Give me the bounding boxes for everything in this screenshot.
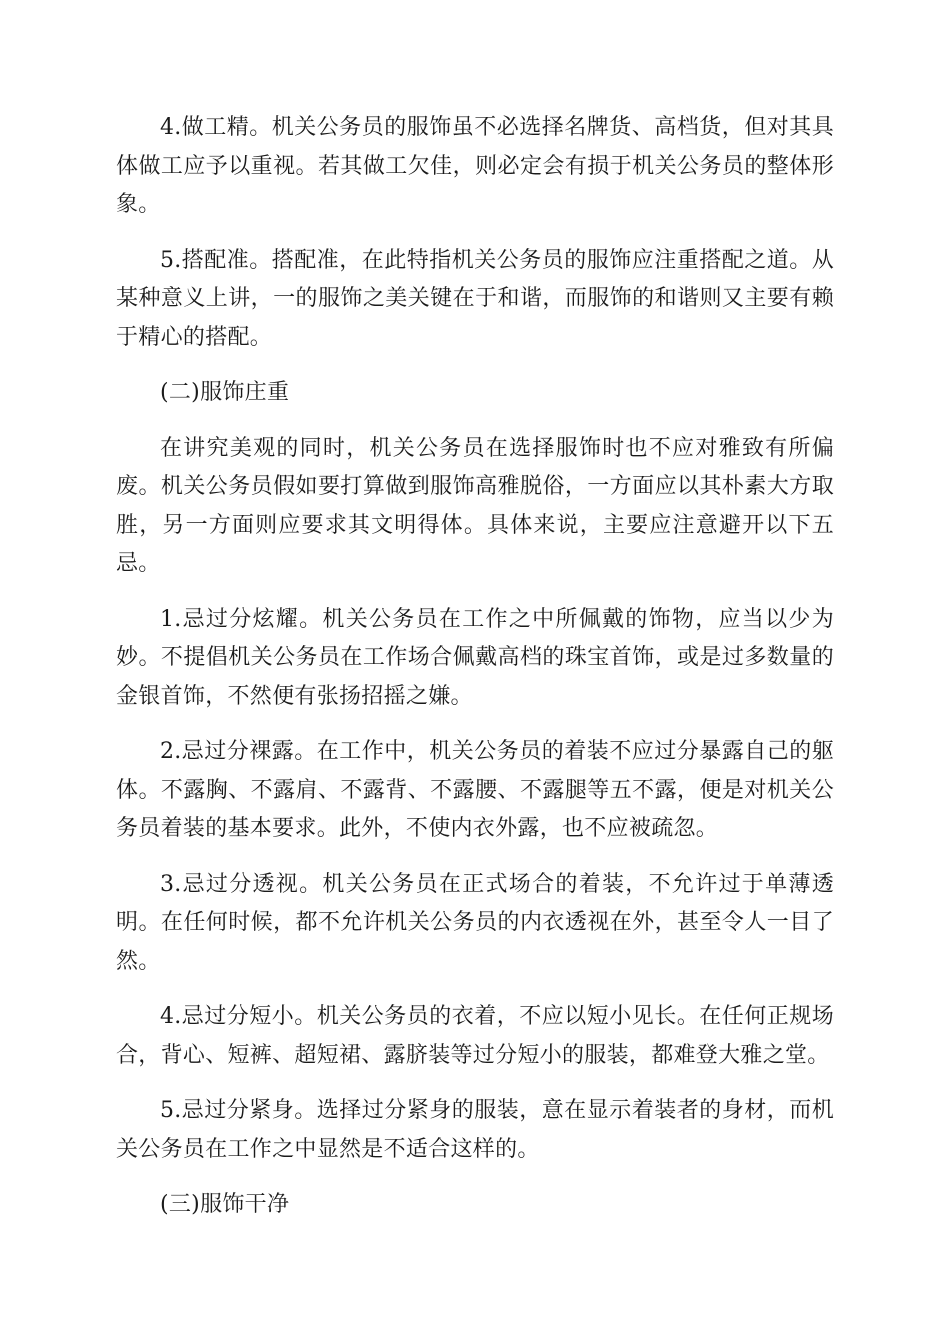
paragraph-taboo-exposure: 2.忌过分裸露。在工作中，机关公务员的着装不应过分暴露自己的躯体。不露胸、不露肩、不露背、不露腰、不露腿等五不露，便是对机关公务员着装的基本要求。此外，不使内衣外露，也不应被疏忽。 bbox=[116, 739, 834, 841]
paragraph-dignified-intro: 在讲究美观的同时，机关公务员在选择服饰时也不应对雅致有所偏废。机关公务员假如要打算做到服饰高雅脱俗，一方面应以其朴素大方取胜，另一方面则应要求其文明得体。具体来说，主要应注意避开以下五忌。 bbox=[116, 435, 834, 576]
paragraph-workmanship: 4.做工精。机关公务员的服饰虽不必选择名牌货、高档货，但对其具体做工应予以重视。若其做工欠佳，则必定会有损于机关公务员的整体形象。 bbox=[116, 115, 834, 217]
paragraph-taboo-showy: 1.忌过分炫耀。机关公务员在工作之中所佩戴的饰物，应当以少为妙。不提倡机关公务员在工作场合佩戴高档的珠宝首饰，或是过多数量的金银首饰，不然便有张扬招摇之嫌。 bbox=[116, 606, 834, 709]
paragraph-taboo-sheer: 3.忌过分透视。机关公务员在正式场合的着装，不允许过于单薄透明。在任何时候，都不允许机关公务员的内衣透视在外，甚至令人一目了然。 bbox=[116, 871, 834, 974]
document-body bbox=[116, 109, 834, 1242]
paragraph-matching: 5.搭配准。搭配准，在此特指机关公务员的服饰应注重搭配之道。从某种意义上讲，一的服饰之美关键在于和谐，而服饰的和谐则又主要有赖于精心的搭配。 bbox=[116, 247, 834, 350]
section-heading-clean: (三)服饰干净 bbox=[160, 1192, 290, 1217]
paragraph-taboo-tight: 5.忌过分紧身。选择过分紧身的服装，意在显示着装者的身材，而机关公务员在工作之中显然是不适合这样的。 bbox=[116, 1098, 834, 1162]
section-heading-dignified: (二)服饰庄重 bbox=[160, 380, 290, 405]
paragraph-taboo-short: 4.忌过分短小。机关公务员的衣着，不应以短小见长。在任何正规场合，背心、短裤、超短裙、露脐装等过分短小的服装，都难登大雅之堂。 bbox=[116, 1004, 834, 1068]
